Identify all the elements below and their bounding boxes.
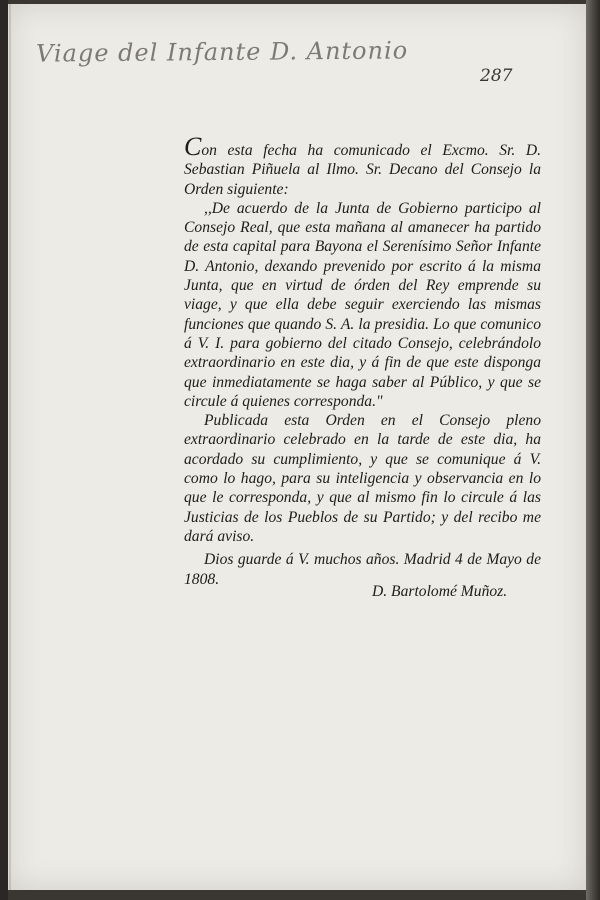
signature: D. Bartolomé Muñoz. [372, 583, 508, 600]
decree-body [184, 132, 541, 589]
council-resolution-paragraph: Publicada esta Orden en el Consejo pleno extraordinario celebrado en la tarde de este dia, ha acordado su cumplimiento, y que se comunique á V. como lo hago, para su inteligencia y observancia en lo que le corresponda, y que al mismo fin lo circule á las Justicias de los Pueblos de su Partido; y del recibo me dará aviso. [184, 412, 541, 545]
folio-number: 287 [480, 66, 513, 86]
opening-paragraph: Con esta fecha ha comunicado el Excmo. Sr. D. Sebastian Piñuela al Ilmo. Sr. Decano del Consejo la Orden siguiente: [184, 132, 541, 198]
binding-edge [0, 0, 8, 900]
quoted-order-paragraph: ,,De acuerdo de la Junta de Gobierno participo al Consejo Real, que esta mañana al amanecer ha partido de esta capital para Bayona el Serenísimo Señor Infante D. Antonio, dexando prevenido por escrito á la misma Junta, que en virtud de órden del Rey emprende su viage, y que ella debe seguir exerciendo las mismas funciones que quando S. A. la presidia. Lo que comunico á V. I. para gobierno del citado Consejo, celebrándolo extraordinario en este dia, y á fin de que este disponga que inmediatamente se haga saber al Público, y que se circule á quienes corresponda." [184, 199, 541, 410]
page-edge-shadow [586, 0, 600, 900]
closing-formula: Dios guarde á V. muchos años. Madrid 4 de Mayo de 1808. [184, 551, 541, 588]
page-fold-line [9, 4, 11, 890]
handwritten-title: Viage del Infante D. Antonio [35, 36, 409, 68]
